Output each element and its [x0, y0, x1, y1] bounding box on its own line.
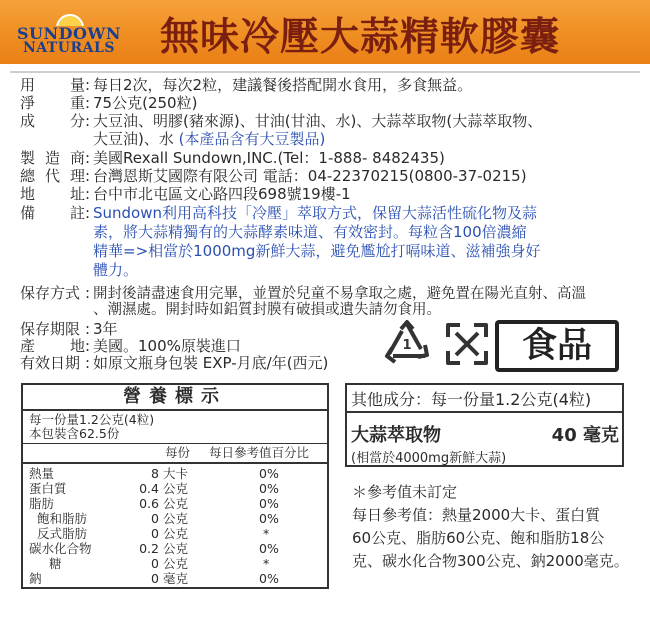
- info-origin: 產 地 : 美國。100%原裝進口: [20, 337, 241, 355]
- serving-size: 每一份量1.2公克(4粒): [29, 412, 155, 427]
- label-ingredients: 成 分: [20, 112, 85, 130]
- info-address: 地 址 : 台中市北屯區文心路四段698號19樓-1: [20, 185, 351, 203]
- value-ingredients-line1: 大豆油、明膠(豬來源)、甘油(甘油、水)、大蒜萃取物(大蒜萃取物、: [93, 112, 543, 130]
- servings-per-package: 本包裝含62.5份: [29, 426, 120, 441]
- other-ingredients-box: [345, 383, 624, 467]
- value-origin: 美國。100%原裝進口: [93, 337, 241, 355]
- info-remark: 備 註 : Sundown利用高科技「冷壓」萃取方式，保留大蒜活性硫化物及蒜: [20, 204, 538, 222]
- divider: [347, 411, 622, 413]
- label-agent: 總 代 理: [20, 167, 85, 185]
- other-ingredients-header: 其他成分：每一份量1.2公克(4粒): [351, 390, 592, 409]
- value-ingredients-line2: 大豆油)、水: [93, 130, 179, 148]
- nutrient-name: 鈉: [29, 571, 42, 586]
- garlic-extract-amount: 40 毫克: [551, 425, 619, 446]
- nutrient-name: 糖: [49, 556, 62, 571]
- nutrient-unit: 毫克: [163, 571, 189, 586]
- value-expiry: 如原文瓶身包裝 EXP-月底/年(西元): [93, 354, 329, 372]
- nutrient-dv: 0%: [259, 511, 279, 526]
- value-weight: 75公克(250粒): [93, 94, 198, 112]
- value-manufacturer: 美國Rexall Sundown,INC.(Tel：1-888- 8482435): [93, 149, 445, 167]
- label-weight: 淨 重: [20, 94, 85, 112]
- nutrient-unit: 公克: [163, 556, 189, 571]
- label-manufacturer: 製 造 商: [20, 149, 85, 167]
- col-per-serving: 每份: [165, 445, 191, 460]
- label-remark: 備 註: [20, 204, 85, 222]
- nutrient-dv: 0%: [259, 541, 279, 556]
- brand-logo: [8, 6, 130, 58]
- reference-line1: 每日參考值：熱量2000大卡、蛋白質: [352, 506, 601, 524]
- nutrient-dv: *: [263, 526, 270, 541]
- nutrient-unit: 公克: [163, 511, 189, 526]
- nutrient-name: 脂肪: [29, 496, 55, 511]
- reference-undetermined: ＊參考值未訂定: [352, 483, 458, 501]
- nutrient-dv: 0%: [259, 496, 279, 511]
- nutrient-amount: 0.2: [139, 541, 159, 556]
- divider: [10, 71, 640, 73]
- garlic-equivalent-note: (相當於4000mg新鮮大蒜): [351, 451, 507, 466]
- info-ingredients: 成 分 : 大豆油、明膠(豬來源)、甘油(甘油、水)、大蒜萃取物(大蒜萃取物、: [20, 112, 543, 130]
- nutrient-amount: 8: [151, 466, 159, 481]
- label-usage: 用 量: [20, 76, 85, 94]
- nutrient-unit: 公克: [163, 481, 189, 496]
- nutrient-dv: 0%: [259, 466, 279, 481]
- reference-line3: 克、碳水化合物300公克、鈉2000毫克。: [352, 552, 629, 570]
- remark-line4: 體力。: [93, 261, 139, 279]
- info-storage: 保存方式 : 開封後請盡速食用完畢，並置於兒童不易拿取之處，避免置在陽光直射、高溫: [20, 284, 586, 302]
- food-badge: 食品: [495, 320, 619, 372]
- reference-line2: 60公克、脂肪60公克、飽和脂肪18公: [352, 529, 605, 547]
- storage-line2: 、潮濕處。開封時如鋁質封膜有破損或遺失請勿食用。: [93, 302, 441, 318]
- col-daily-value: 每日參考值百分比: [209, 445, 310, 460]
- product-title: 無味冷壓大蒜精軟膠囊: [160, 15, 561, 60]
- nutrient-amount: 0: [151, 511, 159, 526]
- nutrient-amount: 0.6: [139, 496, 159, 511]
- nutrition-title: 營養標示: [123, 386, 227, 407]
- allergen-note: (本產品含有大豆製品): [178, 130, 326, 148]
- remark-line1: Sundown利用高科技「冷壓」萃取方式，保留大蒜活性硫化物及蒜: [93, 204, 538, 222]
- divider: [23, 462, 327, 464]
- brand-name-line1: SUNDOWN: [16, 24, 122, 43]
- nutrient-amount: 0.4: [139, 481, 159, 496]
- paper-recycle-icon: [442, 319, 492, 369]
- nutrient-name: 碳水化合物: [29, 541, 92, 556]
- header-banner: [0, 0, 650, 64]
- nutrient-amount: 0: [151, 571, 159, 586]
- remark-line3: 精華=>相當於1000mg新鮮大蒜，避免尷尬打嗝味道、滋補強身好: [93, 242, 541, 260]
- label-origin: 產 地: [20, 337, 85, 355]
- nutrient-amount: 0: [151, 526, 159, 541]
- label-address: 地 址: [20, 185, 85, 203]
- nutrient-unit: 大卡: [163, 466, 189, 481]
- nutrient-name: 蛋白質: [29, 481, 67, 496]
- nutrient-name: 反式脂肪: [37, 526, 88, 541]
- info-weight: 淨 重 : 75公克(250粒): [20, 94, 198, 112]
- value-address: 台中市北屯區文心路四段698號19樓-1: [93, 185, 351, 203]
- nutrient-dv: 0%: [259, 571, 279, 586]
- value-agent: 台灣恩斯艾國際有限公司 電話：04-22370215(0800-37-0215): [93, 167, 527, 185]
- info-expiry: 有效日期 : 如原文瓶身包裝 EXP-月底/年(西元): [20, 354, 329, 372]
- nutrient-name: 飽和脂肪: [37, 511, 88, 526]
- garlic-extract-name: 大蒜萃取物: [351, 425, 441, 446]
- info-shelf-life: 保存期限 : 3年: [20, 320, 118, 338]
- recycle-number: 1: [402, 338, 412, 353]
- remark-line2: 素，將大蒜精獨有的大蒜酵素味道、有效密封。每粒含100倍濃縮: [93, 223, 527, 241]
- label-shelf-life: 保存期限: [20, 320, 81, 338]
- label-expiry: 有效日期: [20, 354, 81, 372]
- info-manufacturer: 製 造 商 : 美國Rexall Sundown,INC.(Tel：1-888- 8482435): [20, 149, 445, 167]
- nutrient-unit: 公克: [163, 541, 189, 556]
- nutrient-dv: 0%: [259, 481, 279, 496]
- value-usage: 每日2次，每次2粒，建議餐後搭配開水食用，多食無益。: [93, 76, 473, 94]
- nutrition-table: [21, 383, 329, 589]
- info-ingredients-line2: [93, 131, 325, 149]
- nutrient-dv: *: [263, 556, 270, 571]
- nutrient-name: 熱量: [29, 466, 55, 481]
- divider: [23, 443, 327, 444]
- nutrient-unit: 公克: [163, 496, 189, 511]
- storage-line1: 開封後請盡速食用完畢，並置於兒童不易拿取之處，避免置在陽光直射、高溫: [93, 286, 586, 302]
- value-shelf-life: 3年: [93, 320, 118, 338]
- nutrient-unit: 公克: [163, 526, 189, 541]
- brand-name-line2: NATURALS: [23, 40, 115, 56]
- info-usage: 用 量 : 每日2次，每次2粒，建議餐後搭配開水食用，多食無益。: [20, 76, 473, 94]
- divider: [23, 409, 327, 411]
- label-storage: 保存方式: [20, 284, 81, 302]
- info-agent: 總 代 理 : 台灣恩斯艾國際有限公司 電話：04-22370215(0800-37-0215): [20, 167, 527, 185]
- nutrient-amount: 0: [151, 556, 159, 571]
